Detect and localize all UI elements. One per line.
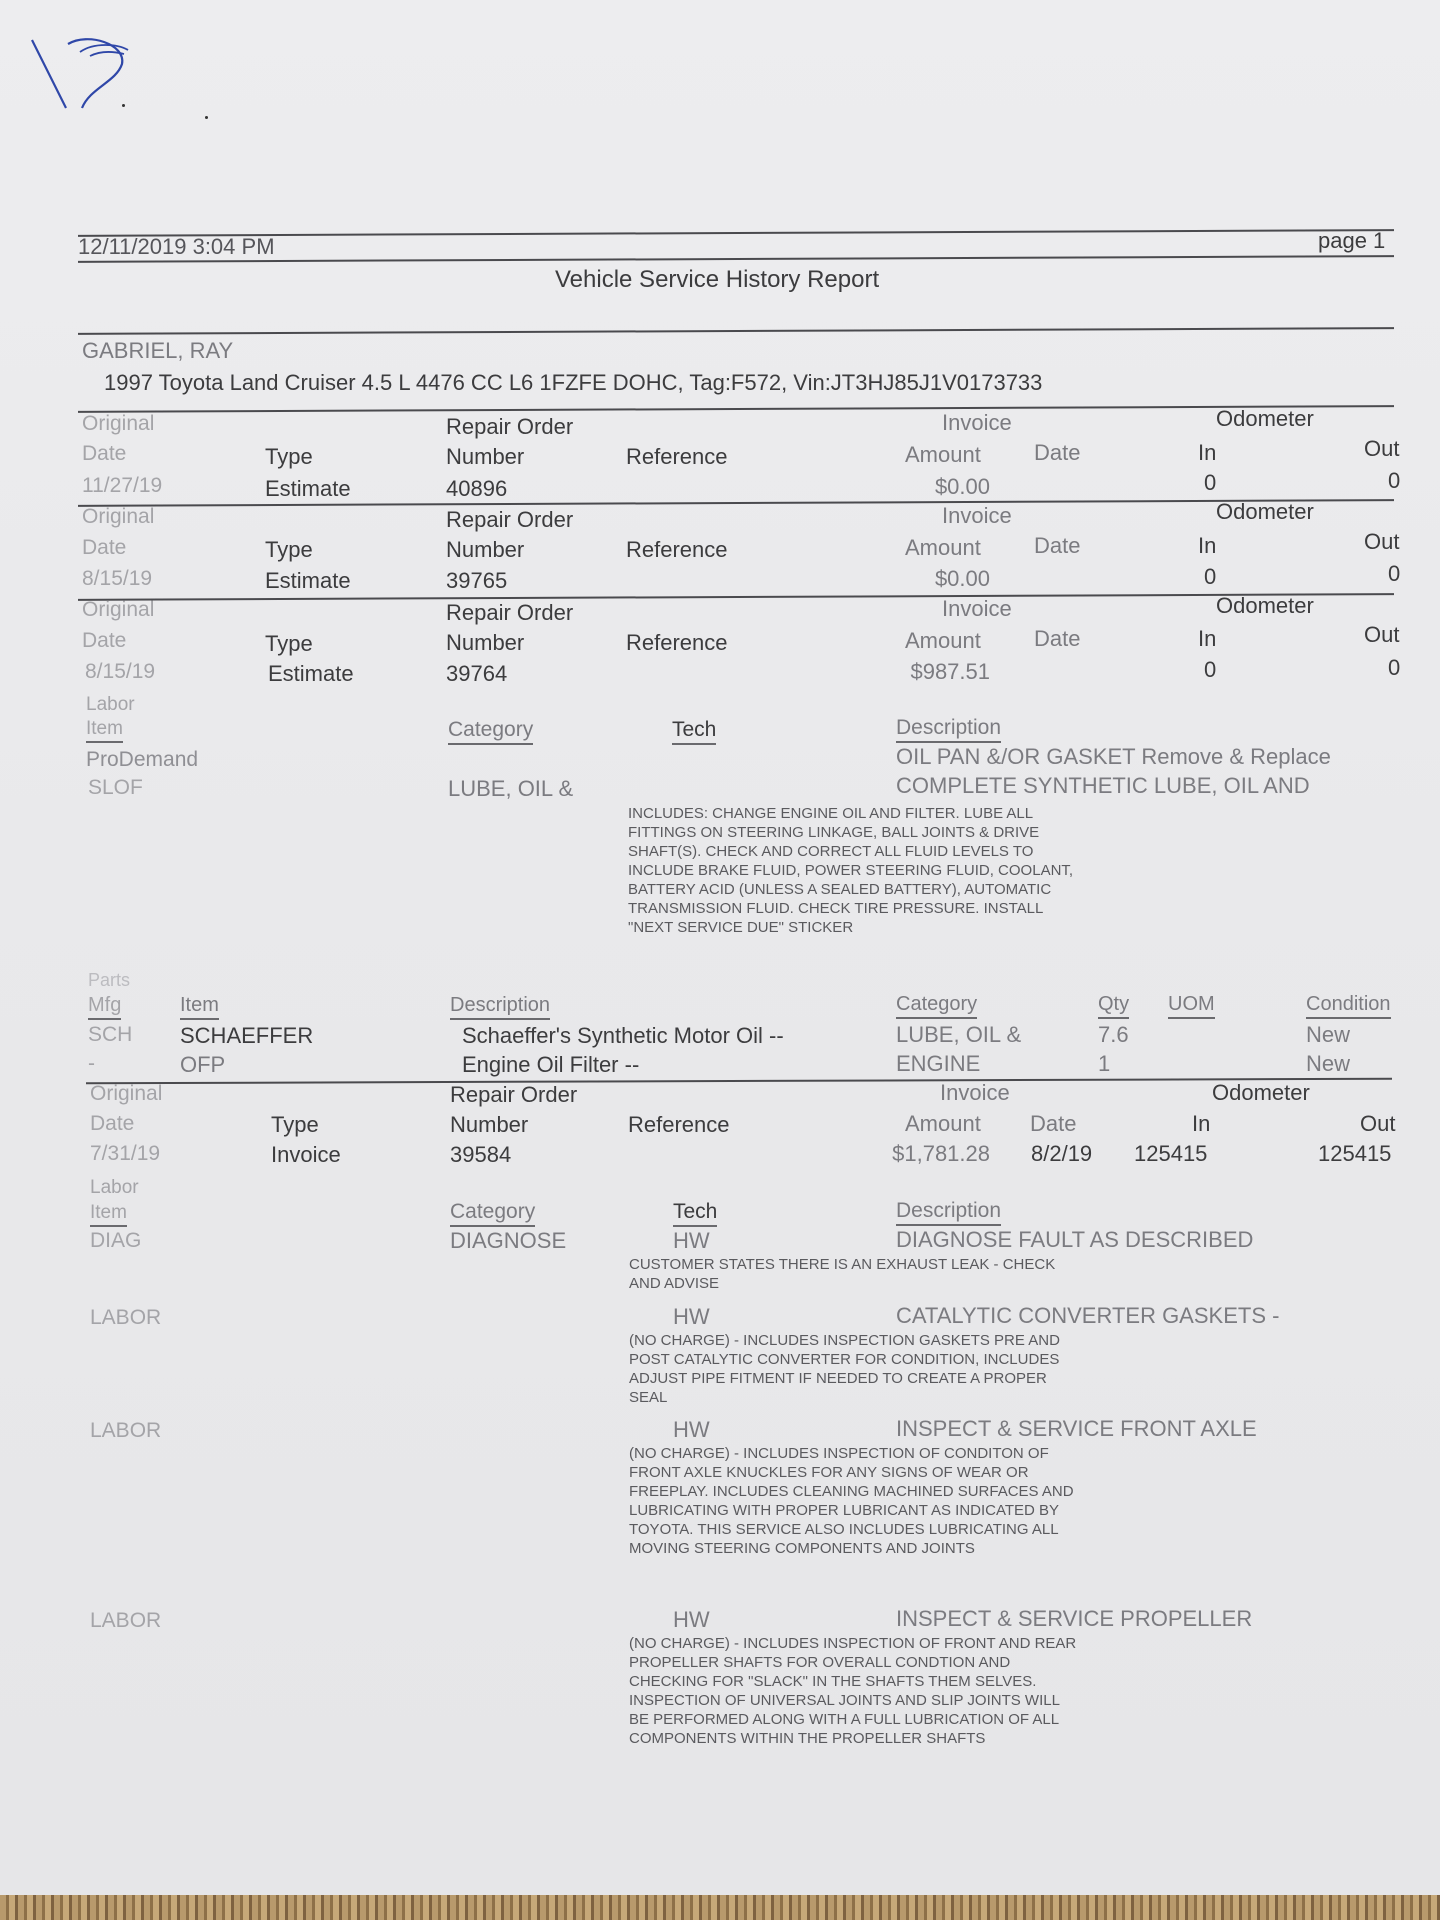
odometer-in: 125415 (1134, 1141, 1208, 1166)
col-reference: Reference (626, 537, 728, 562)
labor-col-description: Description (896, 1199, 1001, 1226)
col-out: Out (1364, 529, 1400, 554)
invoice-date: 8/2/19 (1031, 1141, 1093, 1166)
part-category: LUBE, OIL & (896, 1022, 1022, 1047)
odometer-in: 0 (1204, 657, 1217, 682)
odometer-out: 0 (1388, 655, 1401, 680)
order-number: 40896 (446, 476, 508, 501)
col-number: Number (446, 630, 525, 655)
labor-item: LABOR (90, 1609, 162, 1632)
labor-category: DIAGNOSE (450, 1228, 567, 1253)
labor-category: LUBE, OIL & (448, 776, 574, 801)
labor-tech: HW (673, 1228, 710, 1253)
labor-col-tech: Tech (673, 1200, 717, 1227)
labor-description: INSPECT & SERVICE FRONT AXLE (896, 1416, 1257, 1441)
part-description: Schaeffer's Synthetic Motor Oil -- (462, 1023, 784, 1048)
col-type: Type (265, 444, 313, 469)
parts-col-category: Category (896, 993, 977, 1019)
labor-item: ProDemand (86, 748, 199, 771)
report-timestamp: 12/11/2019 3:04 PM (78, 234, 275, 259)
part-qty: 1 (1098, 1051, 1111, 1076)
col-number: Number (446, 537, 525, 562)
col-number: Number (446, 444, 525, 469)
labor-item: LABOR (90, 1419, 162, 1442)
parts-section-label: Parts (88, 970, 131, 990)
col-in: In (1198, 533, 1217, 558)
col-date: Date (82, 442, 127, 465)
order-amount: $1,781.28 (892, 1141, 990, 1166)
order-type: Estimate (265, 476, 351, 501)
part-condition: New (1306, 1051, 1351, 1076)
col-out: Out (1364, 436, 1400, 461)
col-in: In (1192, 1111, 1211, 1136)
odometer-out: 0 (1388, 561, 1401, 586)
customer-name: GABRIEL, RAY (82, 338, 234, 363)
labor-section-label: Labor (90, 1177, 139, 1198)
labor-tech: HW (673, 1304, 710, 1329)
odometer-out: 0 (1388, 468, 1401, 493)
col-invoice: Invoice (942, 410, 1012, 435)
order-type: Estimate (268, 661, 354, 686)
labor-description: INSPECT & SERVICE PROPELLER (896, 1606, 1253, 1631)
stray-mark (205, 116, 208, 119)
order-date: 11/27/19 (82, 474, 163, 497)
labor-note: (NO CHARGE) - INCLUDES INSPECTION GASKETS PRE AND POST CATALYTIC CONVERTER FOR CONDITION, INCLUDES ADJUST PIPE FITMENT IF NEEDED TO CREATE A PROPER SEAL (629, 1332, 1060, 1406)
col-inv-date: Date (1034, 440, 1081, 465)
parts-col-description: Description (450, 994, 550, 1020)
parts-col-condition: Condition (1306, 993, 1391, 1019)
parts-col-mfg: Mfg (88, 994, 121, 1020)
col-repair-order: Repair Order (450, 1082, 578, 1107)
vehicle-info: 1997 Toyota Land Cruiser 4.5 L 4476 CC L6 1FZFE DOHC, Tag:F572, Vin:JT3HJ85J1V0173733 (104, 370, 1043, 395)
report-title: Vehicle Service History Report (555, 266, 880, 293)
parts-col-item: Item (180, 994, 219, 1020)
order-date: 8/15/19 (82, 567, 153, 590)
labor-item: LABOR (90, 1306, 162, 1329)
order-amount: $0.00 (934, 566, 990, 591)
parts-col-uom: UOM (1168, 993, 1215, 1019)
labor-description: COMPLETE SYNTHETIC LUBE, OIL AND (896, 773, 1310, 798)
part-item: OFP (180, 1052, 226, 1077)
col-invoice: Invoice (942, 596, 1012, 621)
col-out: Out (1360, 1111, 1396, 1136)
col-reference: Reference (626, 630, 728, 655)
table-surface (0, 1895, 1440, 1920)
col-reference: Reference (628, 1112, 730, 1137)
col-date: Date (82, 629, 127, 652)
col-repair-order: Repair Order (446, 600, 574, 625)
order-number: 39584 (450, 1142, 512, 1167)
odometer-out: 125415 (1318, 1141, 1392, 1166)
labor-col-item: Item (86, 718, 123, 743)
col-invoice: Invoice (942, 503, 1012, 528)
labor-tech: HW (673, 1607, 710, 1632)
col-odometer: Odometer (1216, 406, 1314, 431)
order-date: 7/31/19 (90, 1142, 161, 1165)
labor-col-tech: Tech (672, 718, 716, 745)
part-condition: New (1306, 1022, 1351, 1047)
order-number: 39765 (446, 568, 508, 593)
col-original: Original (90, 1082, 163, 1105)
col-repair-order: Repair Order (446, 507, 574, 532)
part-qty: 7.6 (1098, 1022, 1129, 1047)
col-type: Type (265, 537, 313, 562)
part-category: ENGINE (896, 1051, 981, 1076)
labor-tech: HW (673, 1417, 710, 1442)
labor-item: SLOF (88, 776, 143, 799)
col-repair-order: Repair Order (446, 414, 574, 439)
parts-col-qty: Qty (1098, 993, 1129, 1019)
labor-description: CATALYTIC CONVERTER GASKETS - (896, 1303, 1280, 1328)
col-odometer: Odometer (1212, 1080, 1310, 1105)
labor-section-label: Labor (86, 694, 135, 715)
col-in: In (1198, 626, 1217, 651)
part-mfg: SCH (88, 1023, 133, 1046)
col-amount: Amount (905, 442, 981, 467)
col-odometer: Odometer (1216, 593, 1314, 618)
col-invoice: Invoice (940, 1080, 1010, 1105)
order-type: Estimate (265, 568, 351, 593)
col-date: Date (82, 536, 127, 559)
labor-col-category: Category (450, 1200, 535, 1227)
col-reference: Reference (626, 444, 728, 469)
col-inv-date: Date (1034, 533, 1081, 558)
col-number: Number (450, 1112, 529, 1137)
order-type: Invoice (271, 1142, 341, 1167)
labor-note: (NO CHARGE) - INCLUDES INSPECTION OF FRONT AND REAR PROPELLER SHAFTS FOR OVERALL CONDTION AND CHECKING FOR "SLACK" IN THE SHAFTS THEM SELVES. INSPECTION OF UNIVERSAL JOINTS AND SLIP JOINTS WILL BE PERFORMED ALONG WITH A FULL LUBRICATION OF ALL COMPONENTS WITHIN THE PROPELLER SHAFTS (629, 1635, 1077, 1747)
labor-note: INCLUDES: CHANGE ENGINE OIL AND FILTER. LUBE ALL FITTINGS ON STEERING LINKAGE, BALL JOINTS & DRIVE SHAFT(S). CHECK AND CORRECT ALL FLUID LEVELS TO INCLUDE BRAKE FLUID, POWER STEERING FLUID, COOLANT, BATTERY ACID (UNLESS A SEALED BATTERY), AUTOMATIC TRANSMISSION FLUID. CHECK TIRE PRESSURE. INSTALL "NEXT SERVICE DUE" STICKER (628, 805, 1074, 936)
col-amount: Amount (905, 1111, 981, 1136)
col-in: In (1198, 440, 1217, 465)
col-original: Original (82, 598, 155, 621)
col-out: Out (1364, 622, 1400, 647)
labor-description: DIAGNOSE FAULT AS DESCRIBED (896, 1227, 1254, 1252)
labor-note: CUSTOMER STATES THERE IS AN EXHAUST LEAK - CHECK AND ADVISE (629, 1256, 1056, 1292)
labor-col-description: Description (896, 716, 1001, 743)
order-date: 8/15/19 (85, 660, 156, 683)
odometer-in: 0 (1204, 564, 1217, 589)
col-amount: Amount (905, 535, 981, 560)
col-date: Date (90, 1112, 135, 1135)
col-type: Type (271, 1112, 319, 1137)
order-amount: $987.51 (910, 659, 990, 684)
labor-description: OIL PAN &/OR GASKET Remove & Replace (896, 744, 1331, 769)
part-description: Engine Oil Filter -- (462, 1052, 640, 1077)
stray-mark (122, 104, 125, 107)
col-amount: Amount (905, 628, 981, 653)
order-number: 39764 (446, 661, 508, 686)
handwritten-initials (28, 22, 138, 117)
labor-item: DIAG (90, 1229, 142, 1252)
page-number: page 1 (1318, 228, 1386, 253)
col-inv-date: Date (1034, 626, 1081, 651)
col-inv-date: Date (1030, 1111, 1077, 1136)
col-type: Type (265, 631, 313, 656)
labor-note: (NO CHARGE) - INCLUDES INSPECTION OF CONDITON OF FRONT AXLE KNUCKLES FOR ANY SIGNS OF WEAR OR FREEPLAY. INCLUDES CLEANING MACHINED SURFACES AND LUBRICATING WITH PROPER LUBRICANT AS INDICATED BY TOYOTA. THIS SERVICE ALSO INCLUDES LUBRICATING ALL MOVING STEERING COMPONENTS AND JOINTS (629, 1445, 1074, 1557)
part-item: SCHAEFFER (180, 1023, 314, 1048)
odometer-in: 0 (1204, 470, 1217, 495)
col-original: Original (82, 505, 155, 528)
labor-col-category: Category (448, 718, 533, 745)
col-original: Original (82, 412, 155, 435)
col-odometer: Odometer (1216, 499, 1314, 524)
part-mfg: - (88, 1052, 95, 1075)
order-amount: $0.00 (934, 474, 990, 499)
labor-col-item: Item (90, 1202, 127, 1227)
